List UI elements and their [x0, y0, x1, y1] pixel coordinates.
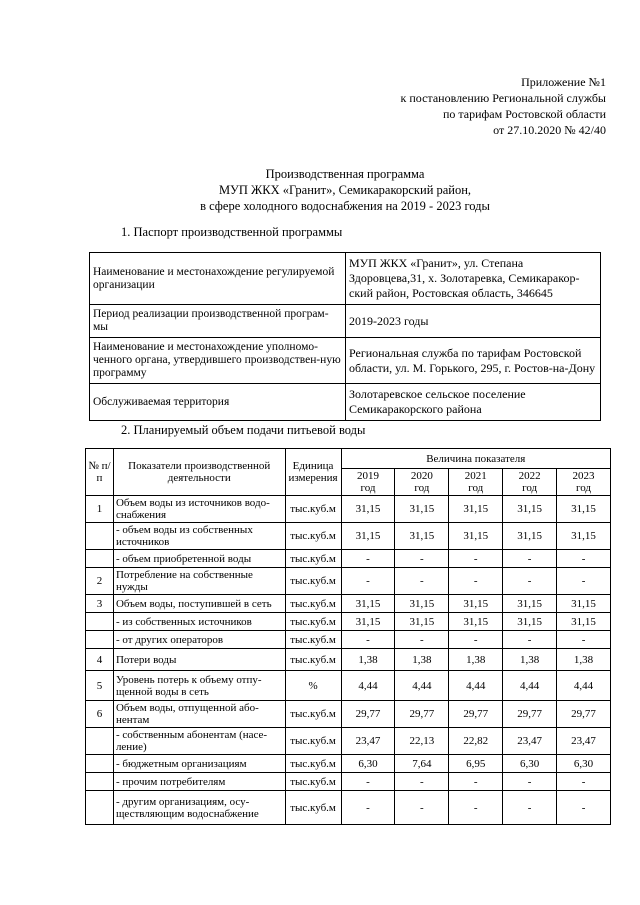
row-unit: %	[285, 671, 341, 701]
row-value: 29,77	[557, 701, 611, 728]
volume-row	[86, 791, 611, 825]
row-num	[86, 791, 114, 825]
passport-row	[90, 384, 601, 421]
row-value: -	[449, 631, 503, 649]
row-value: -	[503, 773, 557, 791]
row-value: -	[341, 631, 395, 649]
row-value: 22,82	[449, 728, 503, 755]
passport-value: 2019-2023 годы	[346, 305, 601, 338]
row-value: 4,44	[503, 671, 557, 701]
passport-table	[89, 252, 601, 421]
row-value: 29,77	[449, 701, 503, 728]
volume-row	[86, 649, 611, 671]
row-value: -	[395, 773, 449, 791]
row-value: -	[449, 568, 503, 595]
header-num: № п/п	[86, 449, 114, 496]
row-indicator: Потери воды	[113, 649, 285, 671]
row-value: 31,15	[557, 595, 611, 613]
row-indicator: - прочим потребителям	[113, 773, 285, 791]
passport-row	[90, 253, 601, 305]
row-value: 23,47	[341, 728, 395, 755]
volume-row	[86, 671, 611, 701]
year-suffix: год	[360, 482, 376, 494]
passport-row	[90, 305, 601, 338]
row-indicator: - из собственных источников	[113, 613, 285, 631]
appendix-line: по тарифам Ростовской области	[442, 107, 606, 121]
header-year	[395, 469, 449, 496]
row-value: 31,15	[557, 523, 611, 550]
row-value: -	[557, 631, 611, 649]
row-value: 31,15	[503, 523, 557, 550]
header-indicator: Показатели производственной деятельности	[113, 449, 285, 496]
row-num	[86, 755, 114, 773]
volume-row	[86, 701, 611, 728]
row-value: 4,44	[341, 671, 395, 701]
row-num	[86, 613, 114, 631]
row-num: 1	[86, 496, 114, 523]
section-1-heading: 1. Паспорт производственной программы	[121, 225, 343, 239]
row-unit: тыс.куб.м	[285, 773, 341, 791]
row-value: -	[449, 791, 503, 825]
row-value: 31,15	[449, 595, 503, 613]
row-value: 31,15	[395, 496, 449, 523]
passport-row	[90, 338, 601, 384]
passport-value: Золотаревское сельское поселение Семикаракорского района	[346, 384, 601, 421]
row-value: -	[395, 631, 449, 649]
appendix-line: Приложение №1	[521, 75, 606, 89]
row-unit: тыс.куб.м	[285, 568, 341, 595]
row-value: 31,15	[503, 613, 557, 631]
year-suffix: год	[468, 482, 484, 494]
volume-row	[86, 595, 611, 613]
row-value: 1,38	[557, 649, 611, 671]
row-num	[86, 728, 114, 755]
row-value: 31,15	[503, 595, 557, 613]
row-num: 2	[86, 568, 114, 595]
year-number: 2020	[410, 470, 433, 482]
row-unit: тыс.куб.м	[285, 496, 341, 523]
row-value: 31,15	[449, 523, 503, 550]
volume-row	[86, 613, 611, 631]
row-value: 23,47	[503, 728, 557, 755]
row-num: 6	[86, 701, 114, 728]
row-value: 22,13	[395, 728, 449, 755]
row-value: 4,44	[557, 671, 611, 701]
year-suffix: год	[414, 482, 430, 494]
volume-row	[86, 523, 611, 550]
row-value: 31,15	[557, 496, 611, 523]
row-value: -	[395, 550, 449, 568]
row-unit: тыс.куб.м	[285, 613, 341, 631]
row-indicator: Объем воды, отпущенной або-нентам	[113, 701, 285, 728]
row-value: 29,77	[341, 701, 395, 728]
row-value: -	[449, 773, 503, 791]
header-unit: Единица измерения	[285, 449, 341, 496]
row-value: 31,15	[557, 613, 611, 631]
row-value: 31,15	[395, 523, 449, 550]
row-value: 31,15	[395, 613, 449, 631]
row-value: -	[395, 791, 449, 825]
row-unit: тыс.куб.м	[285, 523, 341, 550]
row-value: 1,38	[503, 649, 557, 671]
row-num	[86, 523, 114, 550]
volume-row	[86, 728, 611, 755]
row-value: 31,15	[341, 595, 395, 613]
row-value: -	[503, 791, 557, 825]
row-unit: тыс.куб.м	[285, 631, 341, 649]
section-2-heading: 2. Планируемый объем подачи питьевой воды	[121, 423, 366, 437]
row-num	[86, 773, 114, 791]
row-value: 29,77	[503, 701, 557, 728]
row-value: 6,30	[341, 755, 395, 773]
row-value: -	[557, 773, 611, 791]
passport-label: Период реализации производственной програм-мы	[90, 305, 346, 338]
row-indicator: Уровень потерь к объему отпу-щенной воды в сеть	[113, 671, 285, 701]
year-number: 2022	[518, 470, 541, 482]
row-num	[86, 550, 114, 568]
row-value: -	[503, 550, 557, 568]
row-indicator: - собственным абонентам (насе-ление)	[113, 728, 285, 755]
row-value: -	[341, 568, 395, 595]
appendix-line: от 27.10.2020 № 42/40	[493, 123, 606, 137]
row-value: 6,95	[449, 755, 503, 773]
row-indicator: Потребление на собственные нужды	[113, 568, 285, 595]
row-indicator: - объем воды из собственных источников	[113, 523, 285, 550]
row-num: 3	[86, 595, 114, 613]
row-value: -	[395, 568, 449, 595]
volume-row	[86, 773, 611, 791]
row-value: 1,38	[449, 649, 503, 671]
row-value: -	[503, 631, 557, 649]
volume-row	[86, 568, 611, 595]
row-indicator: Объем воды из источников водо-снабжения	[113, 496, 285, 523]
row-value: 31,15	[341, 523, 395, 550]
row-value: 1,38	[341, 649, 395, 671]
row-unit: тыс.куб.м	[285, 791, 341, 825]
year-number: 2019	[356, 470, 379, 482]
header-year	[449, 469, 503, 496]
title-line: МУП ЖКХ «Гранит», Семикаракорский район,	[218, 183, 472, 197]
volume-row	[86, 631, 611, 649]
year-number: 2023	[572, 470, 595, 482]
passport-value: МУП ЖКХ «Гранит», ул. Степана Здоровцева,31, х. Золотаревка, Семикаракор-ский район, Ростовская область, 346645	[346, 253, 601, 305]
row-unit: тыс.куб.м	[285, 728, 341, 755]
row-value: -	[557, 791, 611, 825]
passport-label: Наименование и местонахождение регулируемой организации	[90, 253, 346, 305]
document-title	[150, 166, 540, 214]
row-value: 31,15	[395, 595, 449, 613]
row-value: 29,77	[395, 701, 449, 728]
row-indicator: - от других операторов	[113, 631, 285, 649]
volume-row	[86, 755, 611, 773]
year-suffix: год	[576, 482, 592, 494]
row-value: -	[449, 550, 503, 568]
volume-row	[86, 550, 611, 568]
row-value: -	[557, 550, 611, 568]
row-value: -	[503, 568, 557, 595]
header-year	[557, 469, 611, 496]
row-value: 7,64	[395, 755, 449, 773]
header-year	[341, 469, 395, 496]
row-num	[86, 631, 114, 649]
row-value: -	[341, 773, 395, 791]
row-unit: тыс.куб.м	[285, 649, 341, 671]
row-value: 4,44	[449, 671, 503, 701]
appendix-line: к постановлению Региональной службы	[400, 91, 606, 105]
title-line: в сфере холодного водоснабжения на 2019 - 2023 годы	[200, 199, 490, 213]
row-value: 31,15	[449, 496, 503, 523]
passport-label: Обслуживаемая территория	[90, 384, 346, 421]
passport-label: Наименование и местонахождение уполномо-ченного органа, утвердившего производствен-ную программу	[90, 338, 346, 384]
water-volume-table	[85, 448, 611, 825]
row-indicator: Объем воды, поступившей в сеть	[113, 595, 285, 613]
row-indicator: - другим организациям, осу-ществляющим водоснабжение	[113, 791, 285, 825]
row-num: 4	[86, 649, 114, 671]
row-value: -	[341, 791, 395, 825]
appendix-block	[401, 74, 606, 138]
row-unit: тыс.куб.м	[285, 595, 341, 613]
header-year	[503, 469, 557, 496]
row-indicator: - объем приобретенной воды	[113, 550, 285, 568]
row-value: 31,15	[503, 496, 557, 523]
row-unit: тыс.куб.м	[285, 701, 341, 728]
title-line: Производственная программа	[265, 167, 425, 181]
year-suffix: год	[522, 482, 538, 494]
header-value-group: Величина показателя	[341, 449, 610, 469]
row-value: 6,30	[503, 755, 557, 773]
passport-value: Региональная служба по тарифам Ростовской области, ул. М. Горького, 295, г. Ростов-на-Дону	[346, 338, 601, 384]
row-unit: тыс.куб.м	[285, 550, 341, 568]
row-unit: тыс.куб.м	[285, 755, 341, 773]
volume-row	[86, 496, 611, 523]
row-value: -	[557, 568, 611, 595]
year-number: 2021	[464, 470, 487, 482]
row-value: -	[341, 550, 395, 568]
row-value: 31,15	[449, 613, 503, 631]
row-value: 31,15	[341, 496, 395, 523]
row-num: 5	[86, 671, 114, 701]
row-indicator: - бюджетным организациям	[113, 755, 285, 773]
row-value: 31,15	[341, 613, 395, 631]
row-value: 6,30	[557, 755, 611, 773]
row-value: 4,44	[395, 671, 449, 701]
row-value: 23,47	[557, 728, 611, 755]
row-value: 1,38	[395, 649, 449, 671]
